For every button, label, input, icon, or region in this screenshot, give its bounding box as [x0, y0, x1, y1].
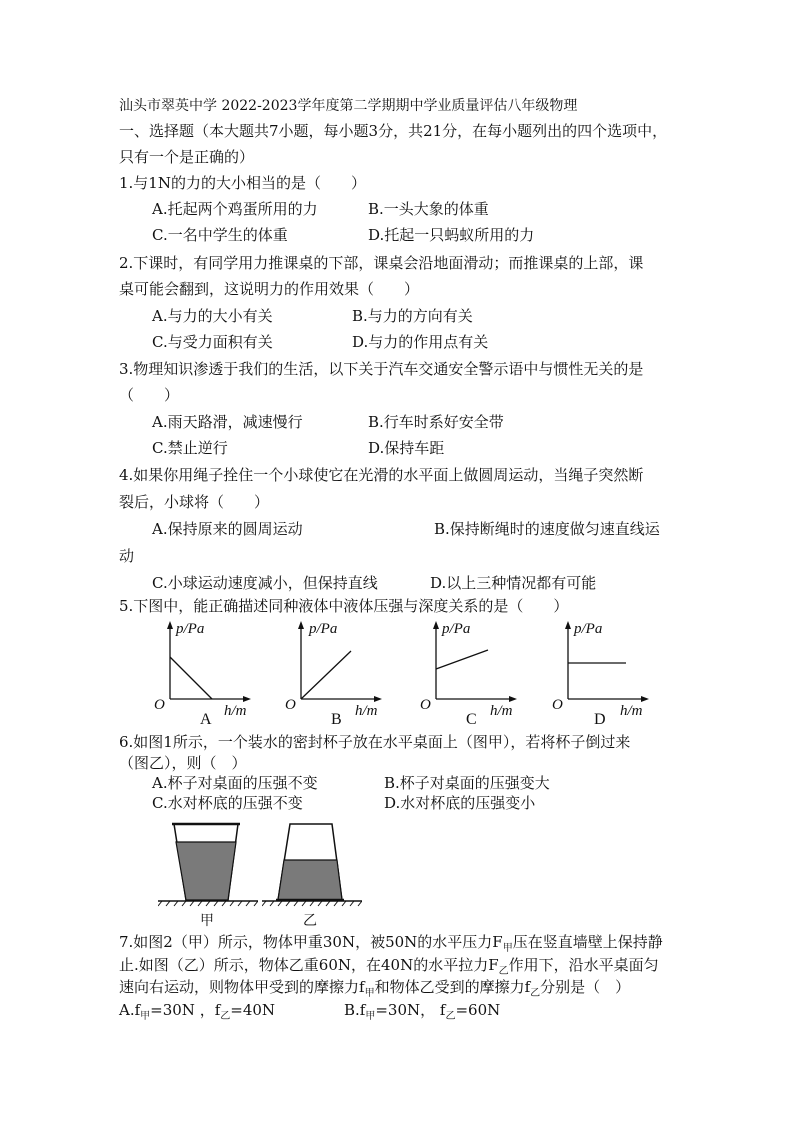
q7-b-part: B.f — [344, 1001, 366, 1019]
q6-option-b: B.杯子对桌面的压强变大 — [384, 774, 550, 792]
q7-stem-part: 压在竖直墙壁上保持静 — [512, 933, 663, 951]
graph-c — [418, 615, 548, 730]
q3-option-a: A.雨天路滑，减速慢行 — [152, 413, 303, 431]
q7-subscript: 乙 — [530, 988, 541, 999]
graph-c-xlabel: h/m — [490, 703, 513, 719]
q1-option-d: D.托起一只蚂蚁所用的力 — [368, 226, 535, 244]
graph-d-plot — [550, 615, 680, 730]
q2-stem-cont: 桌可能会翻到，这说明力的作用效果（ ） — [119, 280, 420, 298]
section-heading-cont: 只有一个是正确的） — [119, 148, 255, 166]
graph-b-line — [301, 651, 351, 699]
q7-b-part: =60N — [455, 1001, 501, 1019]
graph-a-origin: O — [154, 697, 165, 713]
graph-b-origin: O — [285, 697, 296, 713]
q7-stem-part: 作用下，沿水平桌面匀 — [508, 956, 659, 974]
cup-label-yi: 乙 — [303, 914, 317, 929]
q4-stem-cont: 裂后，小球将（ ） — [119, 493, 270, 511]
graph-c-plot — [418, 615, 548, 730]
q5-stem: 5.下图中，能正确描述同种液体中液体压强与深度关系的是（ ） — [119, 597, 569, 615]
section-heading: 一、选择题（本大题共7小题，每小题3分，共21分，在每小题列出的四个选项中， — [119, 122, 668, 140]
graph-d-ylabel: p/Pa — [574, 621, 603, 637]
exam-title: 汕头市翠英中学 2022-2023学年度第二学期期中学业质量评估八年级物理 — [119, 98, 578, 114]
graph-a-line — [170, 657, 212, 699]
q7-a-part: =30N ，f — [150, 1001, 221, 1019]
q3-stem: 3.物理知识渗透于我们的生活，以下关于汽车交通安全警示语中与惯性无关的是 — [119, 360, 644, 378]
cup-figure-yi — [262, 818, 362, 913]
q7-option-a — [119, 999, 275, 1028]
q7-subscript: 乙 — [445, 1011, 456, 1022]
graph-c-label: C — [466, 711, 477, 728]
q7-option-b — [344, 999, 500, 1028]
q6-option-d: D.水对杯底的压强变小 — [384, 794, 536, 812]
q4-option-b-cont: 动 — [119, 547, 135, 565]
q7-stem-part: 7.如图2（甲）所示，物体甲重30N，被50N的水平压力F — [119, 933, 503, 951]
q7-subscript: 乙 — [220, 1011, 231, 1022]
q7-stem-part: 和物体乙受到的摩擦力f — [374, 978, 531, 996]
q7-subscript: 甲 — [364, 988, 375, 999]
cup-figure-jia — [158, 818, 258, 913]
q7-subscript: 甲 — [502, 943, 513, 954]
q2-option-b: B.与力的方向有关 — [352, 307, 473, 325]
graph-d-origin: O — [552, 697, 563, 713]
q6-option-a: A.杯子对桌面的压强不变 — [152, 774, 318, 792]
q7-subscript: 甲 — [365, 1011, 376, 1022]
q4-option-d: D.以上三种情况都有可能 — [430, 574, 597, 592]
q1-option-a: A.托起两个鸡蛋所用的力 — [152, 200, 318, 218]
graph-b-label: B — [331, 711, 342, 728]
q2-option-a: A.与力的大小有关 — [152, 307, 273, 325]
graph-d — [550, 615, 680, 730]
graph-d-label: D — [594, 711, 606, 728]
q7-b-part: =30N， f — [375, 1001, 446, 1019]
graph-c-line — [436, 650, 488, 669]
graph-a — [152, 615, 282, 730]
q7-subscript: 乙 — [498, 966, 509, 977]
q4-option-c: C.小球运动速度减小，但保持直线 — [152, 574, 378, 592]
q3-option-b: B.行车时系好安全带 — [368, 413, 504, 431]
q6-stem: 6.如图1所示，一个装水的密封杯子放在水平桌面上（图甲），若将杯子倒过来 — [119, 733, 631, 751]
q2-stem: 2.下课时，有同学用力推课桌的下部，课桌会沿地面滑动；而推课桌的上部，课 — [119, 254, 644, 272]
q4-option-b: B.保持断绳时的速度做匀速直线运 — [434, 520, 660, 538]
q2-option-d: D.与力的作用点有关 — [352, 333, 489, 351]
graph-a-label: A — [200, 711, 212, 728]
q7-stem-part: 止.如图（乙）所示，物体乙重60N，在40N的水平拉力F — [119, 956, 499, 974]
cup-jia-drawing — [158, 818, 258, 913]
graph-a-ylabel: p/Pa — [176, 621, 205, 637]
graph-d-xlabel: h/m — [620, 703, 643, 719]
q3-stem-cont: （ ） — [119, 386, 180, 404]
q7-a-part: =40N — [230, 1001, 276, 1019]
q4-option-a: A.保持原来的圆周运动 — [152, 520, 303, 538]
q4-stem: 4.如果你用绳子拴住一个小球使它在光滑的水平面上做圆周运动，当绳子突然断 — [119, 466, 644, 484]
cup-yi-drawing — [262, 818, 362, 913]
q6-stem-cont: （图乙），则（ ） — [119, 754, 247, 772]
q1-stem: 1.与1N的力的大小相当的是（ ） — [119, 174, 366, 192]
q2-option-c: C.与受力面积有关 — [152, 333, 273, 351]
graph-a-plot — [152, 615, 282, 730]
graph-b-xlabel: h/m — [355, 703, 378, 719]
cup-label-jia: 甲 — [200, 914, 214, 929]
q7-a-part: A.f — [119, 1001, 141, 1019]
q3-option-d: D.保持车距 — [368, 439, 445, 457]
q7-stem-part: 分别是（ ） — [540, 978, 631, 996]
q7-stem-part: 速向右运动，则物体甲受到的摩擦力f — [119, 978, 365, 996]
graph-c-ylabel: p/Pa — [442, 621, 471, 637]
graph-b-plot — [283, 615, 413, 730]
graph-c-origin: O — [420, 697, 431, 713]
q3-option-c: C.禁止逆行 — [152, 439, 228, 457]
q1-option-b: B.一头大象的体重 — [368, 200, 489, 218]
q6-option-c: C.水对杯底的压强不变 — [152, 794, 303, 812]
graph-b — [283, 615, 413, 730]
q1-option-c: C.一名中学生的体重 — [152, 226, 288, 244]
graph-a-xlabel: h/m — [224, 703, 247, 719]
graph-b-ylabel: p/Pa — [309, 621, 338, 637]
q7-subscript: 甲 — [140, 1011, 151, 1022]
